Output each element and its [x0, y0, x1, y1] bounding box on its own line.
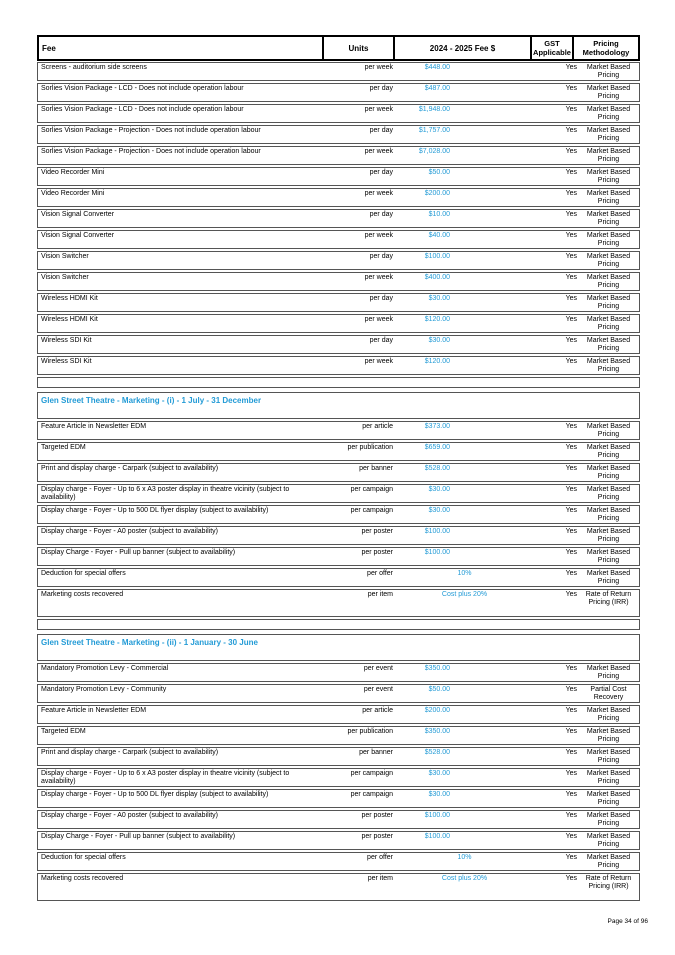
fee-amount-cell	[395, 422, 534, 431]
fee-row	[37, 768, 640, 787]
fee-amount-cell	[395, 294, 534, 303]
fee-row	[37, 663, 640, 682]
pricing-methodology-value: Market Based Pricing	[586, 791, 631, 806]
fee-amount-value: $400.00	[424, 274, 450, 281]
pricing-methodology-value: Market Based Pricing	[586, 85, 631, 100]
fee-name: Marketing costs recovered	[41, 875, 124, 882]
fee-amount-value: $30.00	[428, 770, 450, 777]
fee-name: Wireless HDMI Kit	[41, 316, 98, 323]
fee-amount-value: $30.00	[428, 507, 450, 514]
gst-applicable-value: Yes	[565, 358, 577, 365]
pricing-methodology-value: Market Based Pricing	[586, 232, 631, 247]
fee-amount-cell	[395, 853, 534, 862]
fee-amount-cell	[395, 147, 534, 156]
fee-amount-value: $30.00	[428, 337, 450, 344]
fee-name: Wireless SDI Kit	[41, 358, 92, 365]
fee-amount-value: 10%	[457, 854, 472, 861]
fee-amount-value: $448.00	[424, 64, 450, 71]
fee-units: per poster	[361, 812, 393, 819]
fee-name: Feature Article in Newsletter EDM	[41, 707, 147, 714]
fee-row	[37, 463, 640, 482]
gst-applicable-value: Yes	[565, 211, 577, 218]
fee-row	[37, 831, 640, 850]
fee-amount-value: $100.00	[424, 549, 450, 556]
fee-amount-cell	[395, 357, 534, 366]
fee-amount-value: $30.00	[428, 791, 450, 798]
fee-row	[37, 188, 640, 207]
fee-amount-value: 10%	[457, 570, 472, 577]
pricing-methodology-value: Market Based Pricing	[586, 749, 631, 764]
pricing-methodology-value: Market Based Pricing	[586, 707, 631, 722]
fee-name: Wireless HDMI Kit	[41, 295, 98, 302]
fee-name: Vision Signal Converter	[41, 211, 115, 218]
fee-amount-cell	[395, 443, 534, 452]
pricing-methodology-value: Market Based Pricing	[586, 274, 631, 289]
fee-amount-value: $40.00	[428, 232, 450, 239]
gst-applicable-value: Yes	[565, 728, 577, 735]
pricing-methodology-value: Market Based Pricing	[586, 507, 631, 522]
fee-amount-value: $659.00	[424, 444, 450, 451]
gst-applicable-value: Yes	[565, 770, 577, 777]
fee-units: per item	[367, 591, 393, 598]
pricing-methodology-value: Partial Cost Recovery	[590, 686, 627, 701]
fee-row	[37, 726, 640, 745]
fee-name: Deduction for special offers	[41, 854, 126, 861]
gst-applicable-value: Yes	[565, 507, 577, 514]
header-pricing-methodology: Pricing Methodology	[572, 37, 638, 59]
section-title: Glen Street Theatre - Marketing - (ii) - 1 January - 30 June	[37, 634, 640, 661]
pricing-methodology-value: Market Based Pricing	[586, 127, 631, 142]
gst-applicable-value: Yes	[565, 106, 577, 113]
fee-units: per offer	[367, 570, 393, 577]
fee-amount-cell	[395, 231, 534, 240]
fee-amount-cell	[395, 126, 534, 135]
gst-applicable-value: Yes	[565, 528, 577, 535]
fee-name: Display Charge - Foyer - Pull up banner (subject to availability)	[41, 549, 236, 556]
fee-row	[37, 873, 640, 901]
pricing-methodology-value: Market Based Pricing	[586, 211, 631, 226]
fee-row	[37, 83, 640, 102]
fee-name: Video Recorder Mini	[41, 169, 105, 176]
fee-name: Feature Article in Newsletter EDM	[41, 423, 147, 430]
fee-row	[37, 442, 640, 461]
fee-amount-cell	[395, 874, 534, 883]
fee-units: per day	[369, 337, 393, 344]
fee-amount-value: $7,028.00	[418, 148, 450, 155]
pricing-methodology-value: Market Based Pricing	[586, 64, 631, 79]
fee-units: per day	[369, 85, 393, 92]
pricing-methodology-value: Market Based Pricing	[586, 169, 631, 184]
gst-applicable-value: Yes	[565, 812, 577, 819]
gst-applicable-value: Yes	[565, 148, 577, 155]
pricing-methodology-value: Market Based Pricing	[586, 106, 631, 121]
fee-row	[37, 505, 640, 524]
fee-units: per week	[364, 274, 393, 281]
fee-table	[37, 35, 640, 903]
fee-row	[37, 62, 640, 81]
fee-amount-value: $528.00	[424, 465, 450, 472]
fee-name: Wireless SDI Kit	[41, 337, 92, 344]
fee-amount-cell	[395, 252, 534, 261]
fee-units: per week	[364, 232, 393, 239]
header-amount: 2024 - 2025 Fee $	[393, 37, 530, 59]
page-number: Page 34 of 96	[607, 918, 648, 925]
fee-amount-cell	[395, 168, 534, 177]
fee-units: per publication	[347, 728, 393, 735]
fee-row	[37, 335, 640, 354]
fee-amount-value: Cost plus 20%	[441, 591, 488, 598]
fee-row	[37, 167, 640, 186]
fee-amount-cell	[395, 569, 534, 578]
fee-amount-cell	[395, 336, 534, 345]
fee-name: Video Recorder Mini	[41, 190, 105, 197]
fee-amount-cell	[395, 590, 534, 599]
fee-units: per poster	[361, 549, 393, 556]
fee-units: per campaign	[350, 791, 393, 798]
fee-name: Vision Switcher	[41, 274, 89, 281]
pricing-methodology-value: Market Based Pricing	[586, 253, 631, 268]
fee-amount-cell	[395, 832, 534, 841]
pricing-methodology-value: Market Based Pricing	[586, 665, 631, 680]
fee-amount-value: Cost plus 20%	[441, 875, 488, 882]
fee-amount-value: $100.00	[424, 833, 450, 840]
fee-units: per publication	[347, 444, 393, 451]
gst-applicable-value: Yes	[565, 486, 577, 493]
gst-applicable-value: Yes	[565, 570, 577, 577]
fee-row	[37, 747, 640, 766]
fee-row	[37, 356, 640, 375]
fee-amount-cell	[395, 315, 534, 324]
pricing-methodology-value: Market Based Pricing	[586, 812, 631, 827]
header-gst-applicable: GST Applicable	[530, 37, 572, 59]
fee-units: per week	[364, 316, 393, 323]
fee-row	[37, 293, 640, 312]
fee-name: Sorlies Vision Package - Projection - Does not include operation labour	[41, 127, 261, 134]
fee-row	[37, 547, 640, 566]
fee-amount-cell	[395, 548, 534, 557]
fee-units: per day	[369, 169, 393, 176]
fee-amount-cell	[395, 506, 534, 515]
fee-amount-value: $50.00	[428, 169, 450, 176]
fee-name: Mandatory Promotion Levy - Community	[41, 686, 167, 693]
fee-amount-value: $120.00	[424, 358, 450, 365]
fee-units: per week	[364, 106, 393, 113]
gst-applicable-value: Yes	[565, 665, 577, 672]
fee-name: Mandatory Promotion Levy - Commercial	[41, 665, 169, 672]
fee-row	[37, 125, 640, 144]
section-spacer-row	[37, 619, 640, 630]
pricing-methodology-value: Market Based Pricing	[586, 770, 631, 785]
fee-amount-value: $528.00	[424, 749, 450, 756]
gst-applicable-value: Yes	[565, 875, 577, 882]
gst-applicable-value: Yes	[565, 591, 577, 598]
fee-units: per week	[364, 358, 393, 365]
pricing-methodology-value: Rate of Return Pricing (IRR)	[585, 875, 632, 890]
fee-row	[37, 852, 640, 871]
pricing-methodology-value: Market Based Pricing	[586, 465, 631, 480]
pricing-methodology-value: Market Based Pricing	[586, 854, 631, 869]
table-body	[37, 62, 640, 901]
fee-amount-value: $200.00	[424, 190, 450, 197]
fee-name: Sorlies Vision Package - LCD - Does not include operation labour	[41, 106, 244, 113]
fee-row	[37, 484, 640, 503]
fee-units: per campaign	[350, 507, 393, 514]
gst-applicable-value: Yes	[565, 791, 577, 798]
fee-amount-cell	[395, 84, 534, 93]
gst-applicable-value: Yes	[565, 686, 577, 693]
pricing-methodology-value: Market Based Pricing	[586, 295, 631, 310]
pricing-methodology-value: Market Based Pricing	[586, 316, 631, 331]
fee-units: per week	[364, 148, 393, 155]
fee-row	[37, 230, 640, 249]
header-units: Units	[322, 37, 393, 59]
fee-amount-value: $373.00	[424, 423, 450, 430]
fee-amount-cell	[395, 189, 534, 198]
fee-row	[37, 146, 640, 165]
fee-amount-cell	[395, 748, 534, 757]
pricing-methodology-value: Market Based Pricing	[586, 337, 631, 352]
pricing-methodology-value: Market Based Pricing	[586, 358, 631, 373]
gst-applicable-value: Yes	[565, 169, 577, 176]
fee-units: per poster	[361, 528, 393, 535]
fee-name: Deduction for special offers	[41, 570, 126, 577]
fee-name: Display charge - Foyer - Up to 500 DL flyer display (subject to availability)	[41, 507, 269, 514]
table-header-row	[37, 35, 640, 61]
fee-name: Targeted EDM	[41, 444, 86, 451]
fee-name: Vision Switcher	[41, 253, 89, 260]
pricing-methodology-value: Market Based Pricing	[586, 728, 631, 743]
fee-amount-cell	[395, 527, 534, 536]
fee-units: per article	[362, 423, 393, 430]
fee-units: per week	[364, 64, 393, 71]
fee-amount-cell	[395, 727, 534, 736]
fee-name: Marketing costs recovered	[41, 591, 124, 598]
pricing-methodology-value: Market Based Pricing	[586, 444, 631, 459]
fee-amount-value: $350.00	[424, 665, 450, 672]
fee-amount-value: $100.00	[424, 528, 450, 535]
gst-applicable-value: Yes	[565, 232, 577, 239]
gst-applicable-value: Yes	[565, 337, 577, 344]
fee-name: Display charge - Foyer - A0 poster (subject to availability)	[41, 528, 219, 535]
fee-units: per day	[369, 253, 393, 260]
fee-name: Sorlies Vision Package - LCD - Does not include operation labour	[41, 85, 244, 92]
fee-row	[37, 789, 640, 808]
gst-applicable-value: Yes	[565, 465, 577, 472]
fee-name: Print and display charge - Carpark (subject to availability)	[41, 465, 219, 472]
section-spacer-row	[37, 377, 640, 388]
fee-amount-value: $50.00	[428, 686, 450, 693]
gst-applicable-value: Yes	[565, 190, 577, 197]
fee-amount-cell	[395, 105, 534, 114]
fee-amount-value: $30.00	[428, 486, 450, 493]
fee-units: per item	[367, 875, 393, 882]
fee-row	[37, 314, 640, 333]
fee-amount-value: $350.00	[424, 728, 450, 735]
fee-row	[37, 589, 640, 617]
fee-units: per banner	[359, 749, 393, 756]
fee-amount-value: $100.00	[424, 253, 450, 260]
fee-name: Display charge - Foyer - Up to 6 x A3 poster display in theatre vicinity (subject to availability)	[41, 770, 290, 785]
pricing-methodology-value: Rate of Return Pricing (IRR)	[585, 591, 632, 606]
gst-applicable-value: Yes	[565, 423, 577, 430]
gst-applicable-value: Yes	[565, 85, 577, 92]
gst-applicable-value: Yes	[565, 707, 577, 714]
fee-name: Display charge - Foyer - A0 poster (subject to availability)	[41, 812, 219, 819]
pricing-methodology-value: Market Based Pricing	[586, 570, 631, 585]
fee-amount-cell	[395, 485, 534, 494]
fee-units: per poster	[361, 833, 393, 840]
gst-applicable-value: Yes	[565, 253, 577, 260]
fee-units: per banner	[359, 465, 393, 472]
fee-amount-cell	[395, 63, 534, 72]
pricing-methodology-value: Market Based Pricing	[586, 190, 631, 205]
gst-applicable-value: Yes	[565, 444, 577, 451]
fee-row	[37, 684, 640, 703]
fee-amount-cell	[395, 811, 534, 820]
fee-units: per day	[369, 211, 393, 218]
fee-row	[37, 209, 640, 228]
fee-name: Targeted EDM	[41, 728, 86, 735]
fee-amount-value: $100.00	[424, 812, 450, 819]
gst-applicable-value: Yes	[565, 64, 577, 71]
fee-name: Display charge - Foyer - Up to 500 DL flyer display (subject to availability)	[41, 791, 269, 798]
fee-amount-cell	[395, 210, 534, 219]
fee-units: per campaign	[350, 770, 393, 777]
fee-amount-cell	[395, 273, 534, 282]
fee-name: Vision Signal Converter	[41, 232, 115, 239]
pricing-methodology-value: Market Based Pricing	[586, 148, 631, 163]
fee-row	[37, 568, 640, 587]
fee-amount-value: $1,948.00	[418, 106, 450, 113]
fee-name: Screens - auditorium side screens	[41, 64, 147, 71]
fee-row	[37, 251, 640, 270]
section-title: Glen Street Theatre - Marketing - (i) - 1 July - 31 December	[37, 392, 640, 419]
fee-amount-cell	[395, 464, 534, 473]
gst-applicable-value: Yes	[565, 833, 577, 840]
fee-amount-cell	[395, 790, 534, 799]
pricing-methodology-value: Market Based Pricing	[586, 423, 631, 438]
fee-row	[37, 705, 640, 724]
fee-name: Display charge - Foyer - Up to 6 x A3 poster display in theatre vicinity (subject to availability)	[41, 486, 290, 501]
pricing-methodology-value: Market Based Pricing	[586, 528, 631, 543]
fee-name: Display Charge - Foyer - Pull up banner (subject to availability)	[41, 833, 236, 840]
fee-amount-value: $120.00	[424, 316, 450, 323]
gst-applicable-value: Yes	[565, 854, 577, 861]
gst-applicable-value: Yes	[565, 127, 577, 134]
gst-applicable-value: Yes	[565, 316, 577, 323]
fee-row	[37, 421, 640, 440]
fee-amount-value: $1,757.00	[418, 127, 450, 134]
fee-amount-value: $30.00	[428, 295, 450, 302]
fee-row	[37, 810, 640, 829]
gst-applicable-value: Yes	[565, 274, 577, 281]
pricing-methodology-value: Market Based Pricing	[586, 486, 631, 501]
fee-name: Sorlies Vision Package - Projection - Does not include operation labour	[41, 148, 261, 155]
fee-name: Print and display charge - Carpark (subject to availability)	[41, 749, 219, 756]
fee-units: per offer	[367, 854, 393, 861]
fee-units: per event	[363, 686, 393, 693]
fee-amount-cell	[395, 664, 534, 673]
fee-units: per campaign	[350, 486, 393, 493]
gst-applicable-value: Yes	[565, 549, 577, 556]
pricing-methodology-value: Market Based Pricing	[586, 549, 631, 564]
fee-units: per week	[364, 190, 393, 197]
fee-row	[37, 272, 640, 291]
fee-amount-value: $487.00	[424, 85, 450, 92]
gst-applicable-value: Yes	[565, 749, 577, 756]
header-fee: Fee	[42, 43, 56, 53]
fee-amount-cell	[395, 769, 534, 778]
fee-row	[37, 104, 640, 123]
fee-amount-value: $200.00	[424, 707, 450, 714]
fee-units: per day	[369, 127, 393, 134]
gst-applicable-value: Yes	[565, 295, 577, 302]
fee-amount-cell	[395, 685, 534, 694]
fee-units: per article	[362, 707, 393, 714]
fee-amount-cell	[395, 706, 534, 715]
pricing-methodology-value: Market Based Pricing	[586, 833, 631, 848]
fee-amount-value: $10.00	[428, 211, 450, 218]
fee-units: per day	[369, 295, 393, 302]
fee-row	[37, 526, 640, 545]
fee-units: per event	[363, 665, 393, 672]
